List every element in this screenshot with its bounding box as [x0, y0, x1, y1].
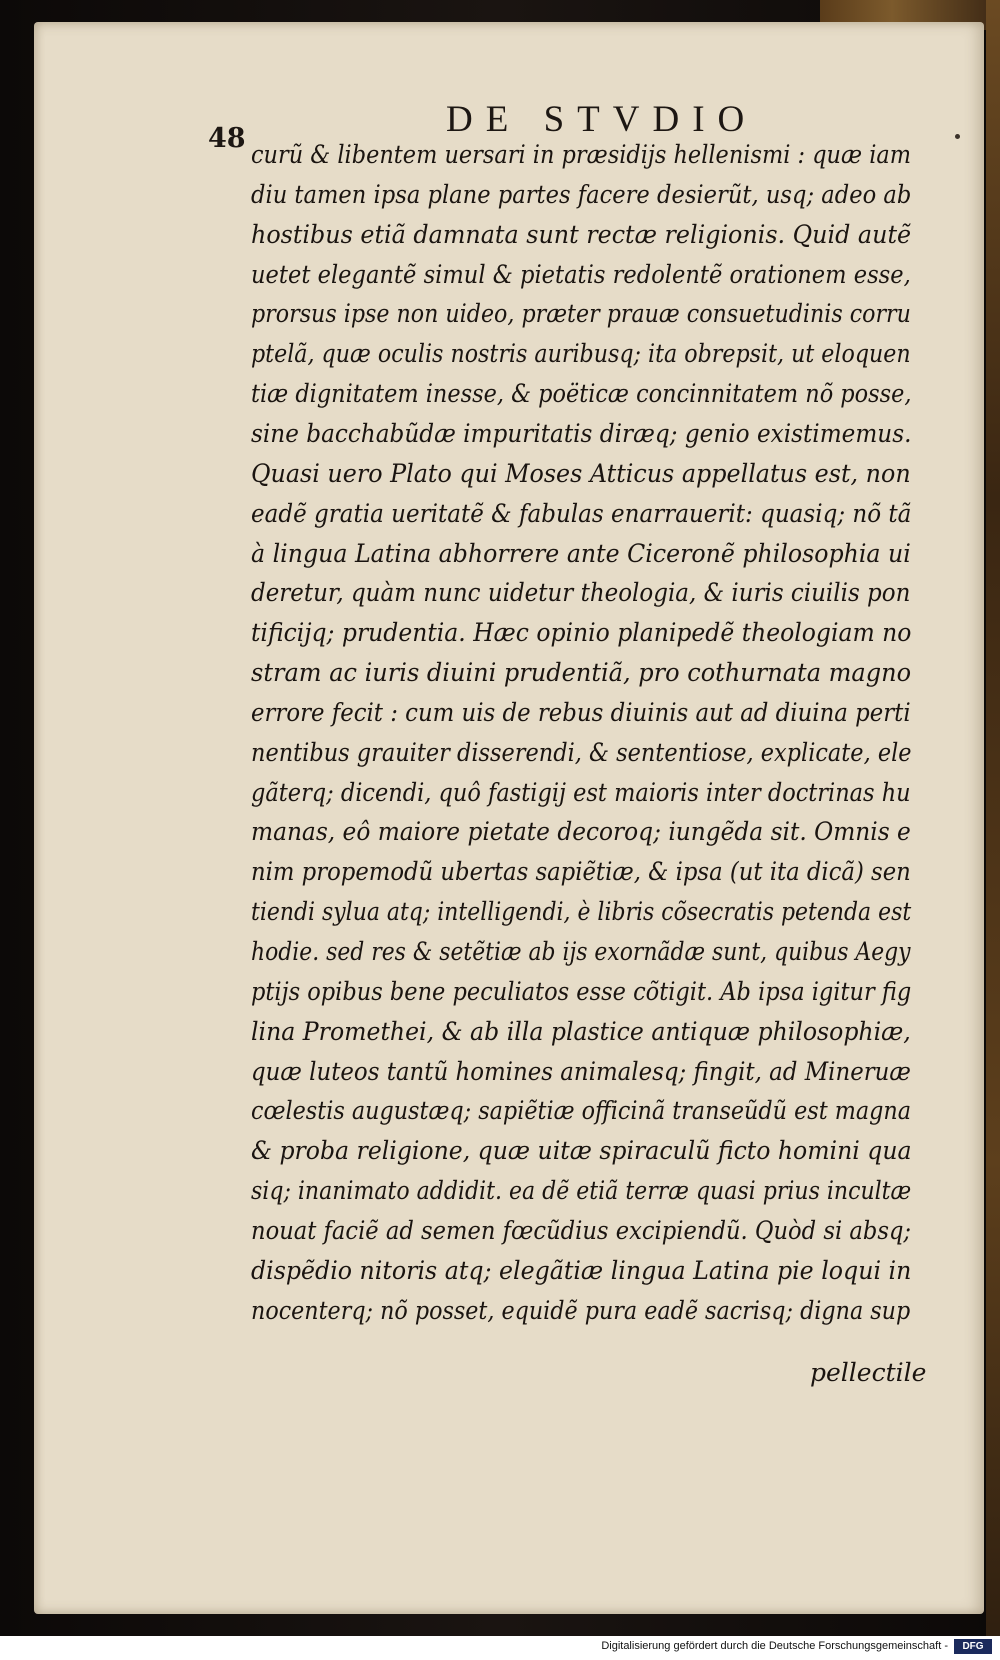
text-line: eadẽ gratia ueritatẽ & fabulas enarrauerit: quasiq; nõ tã	[251, 498, 912, 528]
text-line: nouat faciẽ ad semen fœcũdius excipiendũ. Quòd si absq;	[251, 1215, 912, 1245]
text-line: dispẽdio nitoris atq; elegãtiæ lingua Latina pie loqui in	[251, 1255, 912, 1285]
text-line: ptelã, quæ oculis nostris auribusq; ita obrepsit, ut eloquen	[251, 339, 911, 369]
page-number: 48	[208, 123, 246, 154]
text-line: nentibus grauiter disserendi, & sententiose, explicate, ele	[251, 737, 912, 767]
text-line: errore fecit : cum uis de rebus diuinis aut ad diuina perti	[251, 697, 911, 727]
text-line: à lingua Latina abhorrere ante Ciceronẽ philosophia ui	[251, 538, 911, 568]
text-line: siq; inanimato addidit. ea dẽ etiã terræ quasi prius incultæ	[251, 1176, 912, 1206]
text-line: quæ luteos tantũ homines animalesq; fingit, ad Mineruæ	[251, 1056, 911, 1086]
text-line: hodie. sed res & setẽtiæ ab ijs exornãdæ sunt, quibus Aegy	[251, 937, 911, 966]
text-line: manas, eô maiore pietate decoroq; iungẽda sit. Omnis e	[251, 817, 911, 847]
text-line: ptijs opibus bene peculiatos esse cõtigit. Ab ipsa igitur fig	[251, 976, 912, 1006]
text-line: lina Promethei, & ab illa plastice antiquæ philosophiæ,	[251, 1016, 911, 1046]
text-line: nim propemodũ ubertas sapiẽtiæ, & ipsa (ut ita dicã) sen	[251, 857, 911, 887]
text-line: tificijq; prudentia. Hæc opinio planipedẽ theologiam no	[251, 618, 912, 648]
text-line: tiendi sylua atq; intelligendi, è libris cõsecratis petenda est	[251, 897, 912, 927]
text-line: Quasi uero Plato qui Moses Atticus appellatus est, non	[251, 458, 911, 488]
text-line: cœlestis augustæq; sapiẽtiæ officinã transeũdũ est magna	[251, 1096, 912, 1126]
text-line: nocenterq; nõ posset, equidẽ pura eadẽ sacrisq; digna sup	[251, 1295, 911, 1325]
digitization-credit: Digitalisierung gefördert durch die Deutsche Forschungsgemeinschaft -	[601, 1640, 948, 1652]
text-line: tiæ dignitatem inesse, & poëticæ concinnitatem nõ posse,	[251, 379, 912, 409]
text-line: prorsus ipse non uideo, præter prauæ consuetudinis corru	[251, 299, 911, 329]
text-line: hostibus etiã damnata sunt rectæ religionis. Quid autẽ	[251, 219, 912, 249]
text-line: diu tamen ipsa plane partes facere desierũt, usq; adeo ab	[251, 179, 912, 209]
running-head: DE STVDIO	[446, 99, 758, 140]
text-line: uetet elegantẽ simul & pietatis redolentẽ orationem esse,	[251, 259, 911, 289]
catchword: pellectile	[810, 1358, 927, 1387]
text-line: deretur, quàm nunc uidetur theologia, & iuris ciuilis pon	[251, 578, 911, 608]
text-line: sine bacchabũdæ impuritatis diræq; genio existimemus.	[251, 418, 912, 448]
text-line: & proba religione, quæ uitæ spiraculũ ficto homini qua	[251, 1136, 912, 1166]
text-line: gãterq; dicendi, quô fastigij est maioris inter doctrinas hu	[251, 777, 911, 807]
text-line: curũ & libentem uersari in præsidijs hellenismi : quæ iam	[251, 140, 912, 169]
dfg-logo: DFG	[954, 1639, 992, 1654]
text-line: stram ac iuris diuini prudentiã, pro cothurnata magno	[251, 658, 912, 688]
